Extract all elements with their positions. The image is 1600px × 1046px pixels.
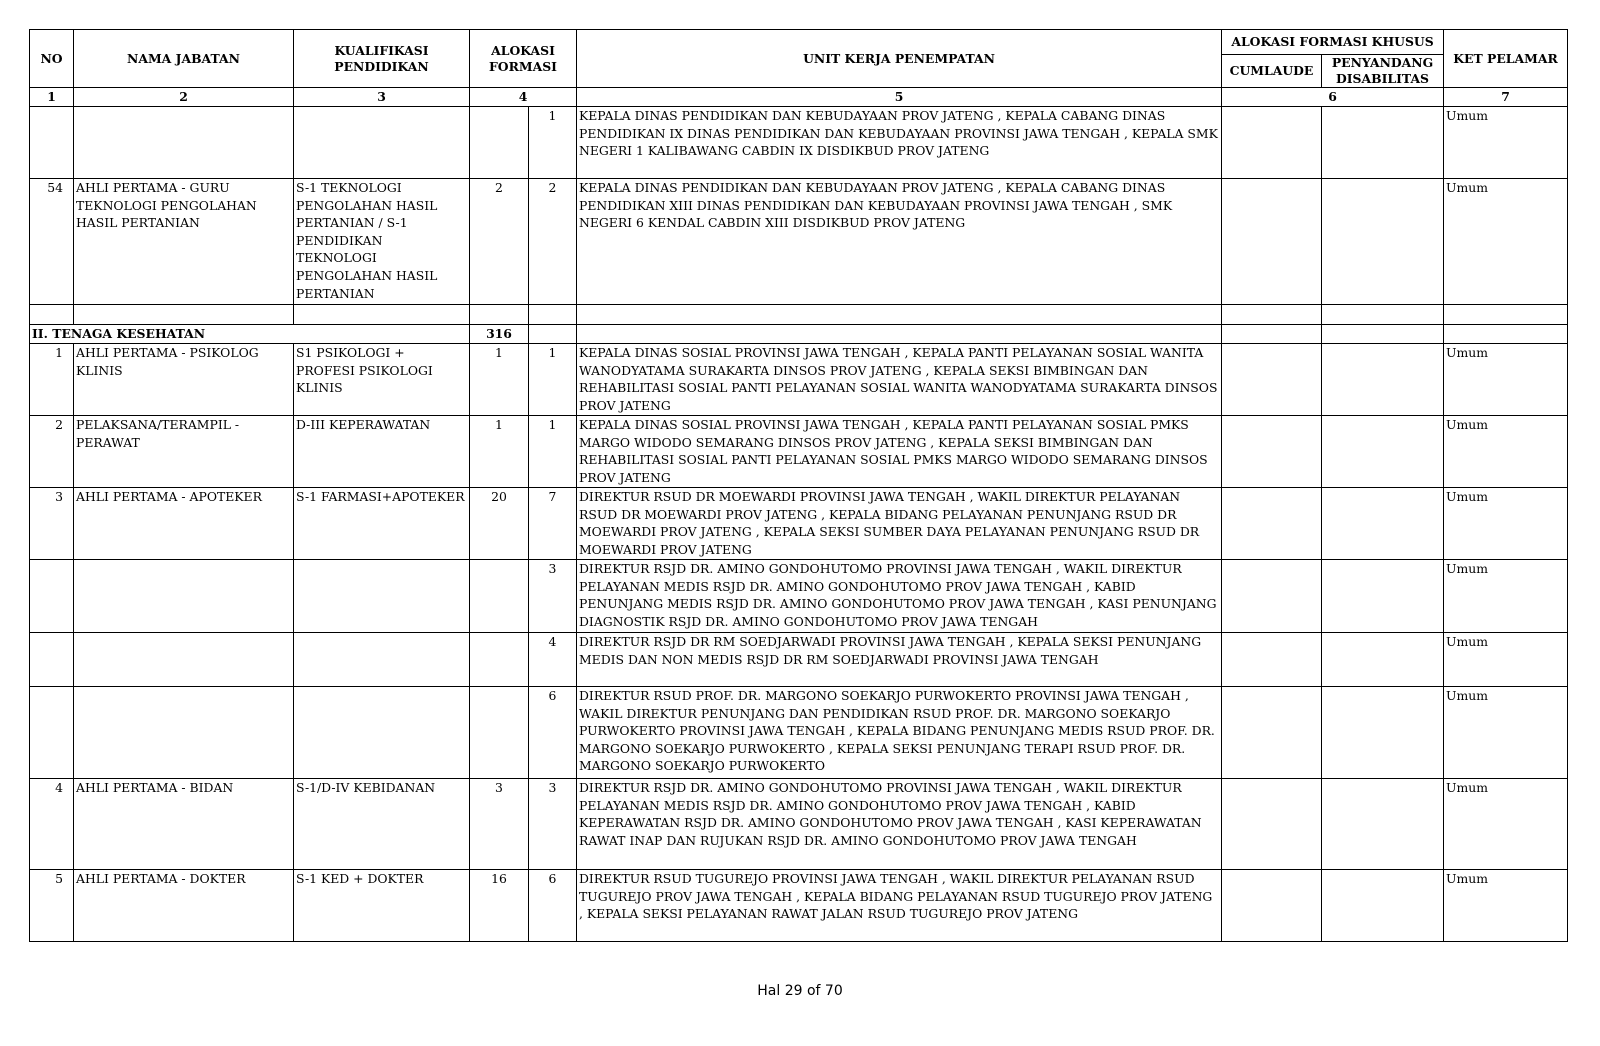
cell-sub-alokasi: 3 xyxy=(529,560,577,633)
cell-unit-kerja: KEPALA DINAS SOSIAL PROVINSI JAWA TENGAH , KEPALA PANTI PELAYANAN SOSIAL WANITA WANODYATAMA SURAKARTA DINSOS PROV JATENG , KEPALA SEKSI BIMBINGAN DAN REHABILITASI SOSIAL PANTI PELAYANAN SOSIAL WANITA WANODYATAMA SURAKARTA DINSOS PROV JATENG xyxy=(577,344,1222,416)
cell-cumlaude xyxy=(1222,779,1322,870)
cell-no: 2 xyxy=(30,416,74,488)
cell-kualifikasi: S-1 FARMASI+APOTEKER xyxy=(294,488,470,560)
cell-disabilitas xyxy=(1322,779,1444,870)
cell-alokasi xyxy=(470,633,529,687)
cell-no xyxy=(30,633,74,687)
cell-kualifikasi xyxy=(294,107,470,179)
cell-cumlaude xyxy=(1222,633,1322,687)
cell-kualifikasi xyxy=(294,687,470,779)
cell-unit-kerja: KEPALA DINAS PENDIDIKAN DAN KEBUDAYAAN PROV JATENG , KEPALA CABANG DINAS PENDIDIKAN IX DINAS PENDIDIKAN DAN KEBUDAYAAN PROVINSI JAWA TENGAH , KEPALA SMK NEGERI 1 KALIBAWANG CABDIN IX DISDIKBUD PROV JATENG xyxy=(577,107,1222,179)
cell-disabilitas xyxy=(1322,344,1444,416)
cell-cumlaude xyxy=(1222,344,1322,416)
cell-jabatan: AHLI PERTAMA - BIDAN xyxy=(74,779,294,870)
cell-alokasi: 1 xyxy=(470,416,529,488)
cell-jabatan xyxy=(74,107,294,179)
table-row xyxy=(30,488,1568,560)
cell-disabilitas xyxy=(1322,687,1444,779)
cell-sub-alokasi: 1 xyxy=(529,416,577,488)
section-row xyxy=(30,325,1568,344)
cell-jabatan xyxy=(74,687,294,779)
page-number: Hal 29 of 70 xyxy=(757,983,843,999)
header-kualifikasi: KUALIFIKASI PENDIDIKAN xyxy=(294,30,470,88)
cell-no: 5 xyxy=(30,870,74,942)
col-number-2: 2 xyxy=(74,88,294,107)
cell-disabilitas xyxy=(1322,179,1444,305)
table-row xyxy=(30,687,1568,779)
cell-sub-alokasi: 7 xyxy=(529,488,577,560)
formasi-table xyxy=(29,29,1568,942)
cell-ket: Umum xyxy=(1444,488,1568,560)
cell-alokasi: 20 xyxy=(470,488,529,560)
cell-ket: Umum xyxy=(1444,870,1568,942)
cell-ket: Umum xyxy=(1444,416,1568,488)
spacer-row xyxy=(30,305,1568,325)
cell-no: 4 xyxy=(30,779,74,870)
cell-disabilitas xyxy=(1322,416,1444,488)
cell-unit-kerja: DIREKTUR RSJD DR. AMINO GONDOHUTOMO PROVINSI JAWA TENGAH , WAKIL DIREKTUR PELAYANAN MEDIS RSJD DR. AMINO GONDOHUTOMO PROV JAWA TENGAH , KABID PENUNJANG MEDIS RSJD DR. AMINO GONDOHUTOMO PROV JAWA TENGAH , KASI PENUNJANG DIAGNOSTIK RSJD DR. AMINO GONDOHUTOMO PROV JAWA TENGAH xyxy=(577,560,1222,633)
cell-kualifikasi: S1 PSIKOLOGI + PROFESI PSIKOLOGI KLINIS xyxy=(294,344,470,416)
cell-cumlaude xyxy=(1222,179,1322,305)
cell-ket: Umum xyxy=(1444,107,1568,179)
header-alokasi: ALOKASI FORMASI xyxy=(470,30,577,88)
cell-kualifikasi: D-III KEPERAWATAN xyxy=(294,416,470,488)
cell-ket: Umum xyxy=(1444,687,1568,779)
cell-unit-kerja: DIREKTUR RSUD DR MOEWARDI PROVINSI JAWA TENGAH , WAKIL DIREKTUR PELAYANAN RSUD DR MOEWARDI PROV JATENG , KEPALA BIDANG PELAYANAN PENUNJANG RSUD DR MOEWARDI PROV JATENG , KEPALA SEKSI SUMBER DAYA PELAYANAN PENUNJANG RSUD DR MOEWARDI PROV JATENG xyxy=(577,488,1222,560)
cell-alokasi: 16 xyxy=(470,870,529,942)
cell-jabatan: PELAKSANA/TERAMPIL - PERAWAT xyxy=(74,416,294,488)
cell-kualifikasi: S-1 KED + DOKTER xyxy=(294,870,470,942)
cell-kualifikasi xyxy=(294,633,470,687)
col-number-5: 5 xyxy=(577,88,1222,107)
cell-unit-kerja: DIREKTUR RSJD DR RM SOEDJARWADI PROVINSI JAWA TENGAH , KEPALA SEKSI PENUNJANG MEDIS DAN NON MEDIS RSJD DR RM SOEDJARWADI PROVINSI JAWA TENGAH xyxy=(577,633,1222,687)
cell-disabilitas xyxy=(1322,633,1444,687)
cell-no: 3 xyxy=(30,488,74,560)
cell-unit-kerja: DIREKTUR RSJD DR. AMINO GONDOHUTOMO PROVINSI JAWA TENGAH , WAKIL DIREKTUR PELAYANAN MEDIS RSJD DR. AMINO GONDOHUTOMO PROV JAWA TENGAH , KABID KEPERAWATAN RSJD DR. AMINO GONDOHUTOMO PROV JAWA TENGAH , KASI KEPERAWATAN RAWAT INAP DAN RUJUKAN RSJD DR. AMINO GONDOHUTOMO PROV JAWA TENGAH xyxy=(577,779,1222,870)
table-row xyxy=(30,344,1568,416)
cell-ket: Umum xyxy=(1444,560,1568,633)
cell-no xyxy=(30,687,74,779)
cell-jabatan: AHLI PERTAMA - PSIKOLOG KLINIS xyxy=(74,344,294,416)
cell-unit-kerja: DIREKTUR RSUD TUGUREJO PROVINSI JAWA TENGAH , WAKIL DIREKTUR PELAYANAN RSUD TUGUREJO PROV JAWA TENGAH , KEPALA BIDANG PELAYANAN RSUD TUGUREJO PROV JATENG , KEPALA SEKSI PELAYANAN RAWAT JALAN RSUD TUGUREJO PROV JATENG xyxy=(577,870,1222,942)
col-number-1: 1 xyxy=(30,88,74,107)
cell-disabilitas xyxy=(1322,560,1444,633)
cell-cumlaude xyxy=(1222,687,1322,779)
cell-jabatan xyxy=(74,633,294,687)
table-row xyxy=(30,416,1568,488)
cell-cumlaude xyxy=(1222,416,1322,488)
col-number-3: 3 xyxy=(294,88,470,107)
table-row xyxy=(30,779,1568,870)
cell-disabilitas xyxy=(1322,488,1444,560)
table-row xyxy=(30,870,1568,942)
cell-sub-alokasi: 3 xyxy=(529,779,577,870)
cell-alokasi: 3 xyxy=(470,779,529,870)
cell-no xyxy=(30,560,74,633)
cell-cumlaude xyxy=(1222,107,1322,179)
col-number-7: 7 xyxy=(1444,88,1568,107)
cell-disabilitas xyxy=(1322,107,1444,179)
cell-unit-kerja: KEPALA DINAS PENDIDIKAN DAN KEBUDAYAAN PROV JATENG , KEPALA CABANG DINAS PENDIDIKAN XIII DINAS PENDIDIKAN DAN KEBUDAYAAN PROVINSI JAWA TENGAH , SMK NEGERI 6 KENDAL CABDIN XIII DISDIKBUD PROV JATENG xyxy=(577,179,1222,305)
table-row xyxy=(30,107,1568,179)
section-title: II. TENAGA KESEHATAN xyxy=(30,325,470,344)
cell-sub-alokasi: 4 xyxy=(529,633,577,687)
cell-cumlaude xyxy=(1222,488,1322,560)
cell-kualifikasi xyxy=(294,560,470,633)
cell-no xyxy=(30,107,74,179)
cell-kualifikasi: S-1 TEKNOLOGI PENGOLAHAN HASIL PERTANIAN / S-1 PENDIDIKAN TEKNOLOGI PENGOLAHAN HASIL PERTANIAN xyxy=(294,179,470,305)
cell-jabatan: AHLI PERTAMA - DOKTER xyxy=(74,870,294,942)
cell-sub-alokasi: 1 xyxy=(529,107,577,179)
cell-alokasi xyxy=(470,687,529,779)
header-nama-jabatan: NAMA JABATAN xyxy=(74,30,294,88)
cell-alokasi: 1 xyxy=(470,344,529,416)
cell-jabatan xyxy=(74,560,294,633)
cell-unit-kerja: DIREKTUR RSUD PROF. DR. MARGONO SOEKARJO PURWOKERTO PROVINSI JAWA TENGAH , WAKIL DIREKTUR PENUNJANG DAN PENDIDIKAN RSUD PROF. DR. MARGONO SOEKARJO PURWOKERTO PROVINSI JAWA TENGAH , KEPALA BIDANG PENUNJANG MEDIS RSUD PROF. DR. MARGONO SOEKARJO PURWOKERTO , KEPALA SEKSI PENUNJANG TERAPI RSUD PROF. DR. MARGONO SOEKARJO PURWOKERTO xyxy=(577,687,1222,779)
header-unit-kerja: UNIT KERJA PENEMPATAN xyxy=(577,30,1222,88)
cell-sub-alokasi: 6 xyxy=(529,687,577,779)
cell-no: 54 xyxy=(30,179,74,305)
header-formasi-khusus: ALOKASI FORMASI KHUSUS xyxy=(1222,30,1444,55)
header-disabilitas: PENYANDANG DISABILITAS xyxy=(1322,55,1444,88)
cell-alokasi xyxy=(470,560,529,633)
cell-unit-kerja: KEPALA DINAS SOSIAL PROVINSI JAWA TENGAH , KEPALA PANTI PELAYANAN SOSIAL PMKS MARGO WIDODO SEMARANG DINSOS PROV JATENG , KEPALA SEKSI BIMBINGAN DAN REHABILITASI SOSIAL PANTI PELAYANAN SOSIAL PMKS MARGO WIDODO SEMARANG DINSOS PROV JATENG xyxy=(577,416,1222,488)
cell-kualifikasi: S-1/D-IV KEBIDANAN xyxy=(294,779,470,870)
col-number-4: 4 xyxy=(470,88,577,107)
table-row xyxy=(30,633,1568,687)
cell-jabatan: AHLI PERTAMA - GURU TEKNOLOGI PENGOLAHAN HASIL PERTANIAN xyxy=(74,179,294,305)
cell-sub-alokasi: 2 xyxy=(529,179,577,305)
cell-jabatan: AHLI PERTAMA - APOTEKER xyxy=(74,488,294,560)
cell-disabilitas xyxy=(1322,870,1444,942)
col-number-6: 6 xyxy=(1222,88,1444,107)
cell-ket: Umum xyxy=(1444,179,1568,305)
table-row xyxy=(30,179,1568,305)
cell-sub-alokasi: 6 xyxy=(529,870,577,942)
cell-cumlaude xyxy=(1222,870,1322,942)
cell-alokasi xyxy=(470,107,529,179)
cell-cumlaude xyxy=(1222,560,1322,633)
cell-ket: Umum xyxy=(1444,633,1568,687)
header-no: NO xyxy=(30,30,74,88)
cell-sub-alokasi: 1 xyxy=(529,344,577,416)
header-ket: KET PELAMAR xyxy=(1444,30,1568,88)
cell-alokasi: 2 xyxy=(470,179,529,305)
section-total: 316 xyxy=(470,325,529,344)
cell-ket: Umum xyxy=(1444,779,1568,870)
table-row xyxy=(30,560,1568,633)
cell-no: 1 xyxy=(30,344,74,416)
cell-ket: Umum xyxy=(1444,344,1568,416)
header-cumlaude: CUMLAUDE xyxy=(1222,55,1322,88)
